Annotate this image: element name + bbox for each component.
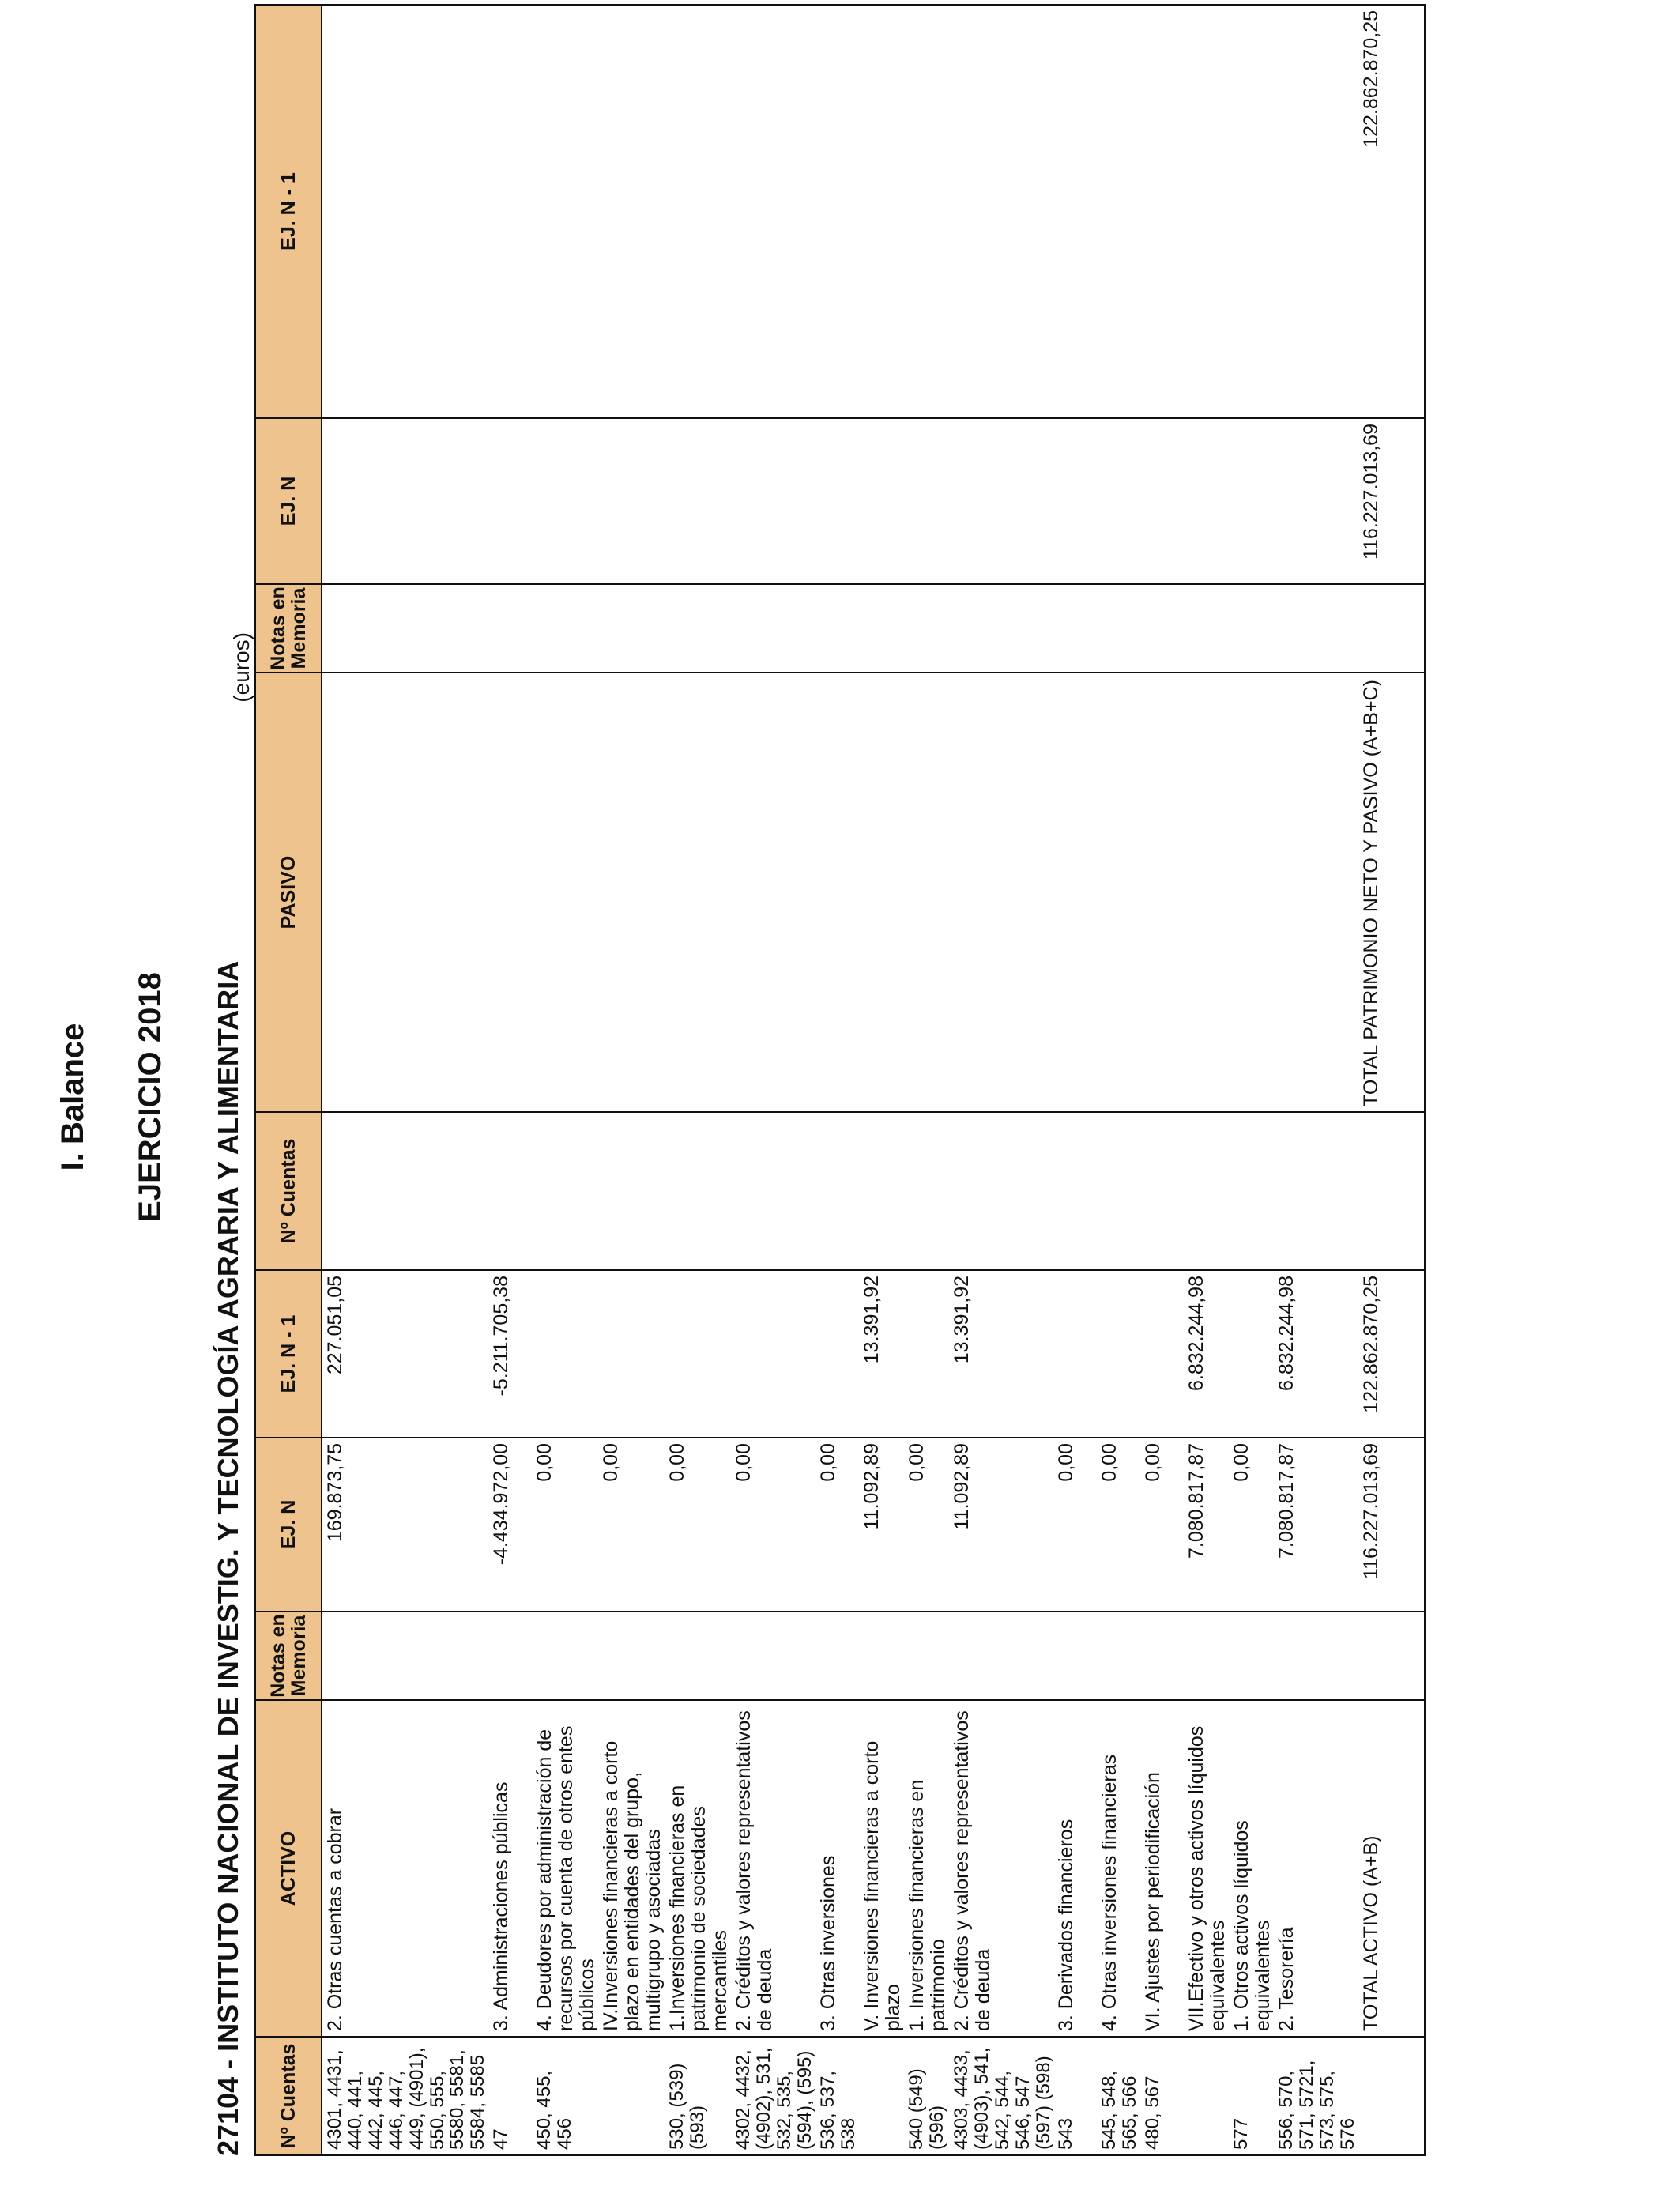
col-header-activo-ejn1: EJ. N - 1 <box>255 1270 322 1438</box>
pasivo-empty-cell <box>949 418 1054 584</box>
pasivo-empty-cell <box>1184 584 1229 673</box>
pasivo-empty-cell <box>322 1112 488 1270</box>
total-activo-label: TOTAL ACTIVO (A+B) <box>1358 1700 1425 2037</box>
value-previous-year <box>1140 1270 1184 1438</box>
pasivo-empty-cell <box>731 5 816 418</box>
pasivo-empty-cell <box>1274 673 1358 1112</box>
pasivo-empty-cell <box>816 418 859 584</box>
col-header-activo: ACTIVO <box>255 1700 322 2037</box>
table-row <box>1053 5 1097 2155</box>
pasivo-empty-cell <box>1229 418 1274 584</box>
pasivo-empty-cell <box>1053 5 1097 418</box>
entity-heading: 27104 - INSTITUTO NACIONAL DE INVESTIG. Y TECNOLOGÍA AGRARIA Y ALIMENTARIA <box>212 960 244 2156</box>
value-current-year: 0,00 <box>1097 1438 1140 1612</box>
total-pasivo-current: 116.227.013,69 <box>1358 418 1425 584</box>
value-previous-year: 227.051,05 <box>322 1270 488 1438</box>
pasivo-empty-cell <box>816 584 859 673</box>
concept-label: VII.Efectivo y otros activos líquidos equivalentes <box>1184 1700 1229 2037</box>
pasivo-empty-cell <box>488 5 532 418</box>
concept-label: VI. Ajustes por periodificación <box>1140 1700 1184 2037</box>
account-codes <box>1184 2037 1229 2155</box>
value-current-year: 0,00 <box>731 1438 816 1612</box>
pasivo-empty-cell <box>532 673 598 1112</box>
notes-cell <box>1097 1612 1140 1700</box>
total-pasivo-label: TOTAL PATRIMONIO NETO Y PASIVO (A+B+C) <box>1358 673 1425 1112</box>
empty-cell <box>1358 584 1425 673</box>
empty-cell <box>1358 2037 1425 2155</box>
currency-unit: (euros) <box>229 632 254 703</box>
account-codes: 540 (549) (596) <box>904 2037 949 2155</box>
pasivo-empty-cell <box>1140 584 1184 673</box>
value-previous-year <box>816 1270 859 1438</box>
pasivo-empty-cell <box>859 418 904 584</box>
pasivo-empty-cell <box>1140 1112 1184 1270</box>
col-header-pasivo-cuentas: Nº Cuentas <box>255 1112 322 1270</box>
value-current-year: 0,00 <box>532 1438 598 1612</box>
pasivo-empty-cell <box>532 418 598 584</box>
pasivo-empty-cell <box>1184 5 1229 418</box>
table-row <box>598 5 665 2155</box>
empty-cell <box>1358 1112 1425 1270</box>
value-previous-year <box>1229 1270 1274 1438</box>
table-row <box>532 5 598 2155</box>
pasivo-empty-cell <box>949 1112 1054 1270</box>
value-current-year: 7.080.817,87 <box>1274 1438 1358 1612</box>
pasivo-empty-cell <box>598 1112 665 1270</box>
value-current-year: -4.434.972,00 <box>488 1438 532 1612</box>
notes-cell <box>904 1612 949 1700</box>
notes-cell <box>1274 1612 1358 1700</box>
pasivo-empty-cell <box>1097 1112 1140 1270</box>
value-current-year: 0,00 <box>1140 1438 1184 1612</box>
pasivo-empty-cell <box>816 1112 859 1270</box>
pasivo-empty-cell <box>488 673 532 1112</box>
account-codes: 480, 567 <box>1140 2037 1184 2155</box>
pasivo-empty-cell <box>949 5 1054 418</box>
pasivo-empty-cell <box>1053 418 1097 584</box>
pasivo-empty-cell <box>665 1112 731 1270</box>
pasivo-empty-cell <box>1184 673 1229 1112</box>
pasivo-empty-cell <box>859 1112 904 1270</box>
concept-label: 2. Créditos y valores representativos de deuda <box>949 1700 1054 2037</box>
table-row <box>1140 5 1184 2155</box>
account-codes: 543 <box>1053 2037 1097 2155</box>
pasivo-empty-cell <box>731 673 816 1112</box>
document-title: I. Balance <box>55 1023 90 1171</box>
notes-cell <box>488 1612 532 1700</box>
value-current-year: 0,00 <box>1229 1438 1274 1612</box>
pasivo-empty-cell <box>1053 584 1097 673</box>
account-codes: 4303, 4433, (4903), 541, 542, 544, 546, 547 (597) (598) <box>949 2037 1054 2155</box>
pasivo-empty-cell <box>1097 673 1140 1112</box>
concept-label: 1. Inversiones financieras en patrimonio <box>904 1700 949 2037</box>
value-previous-year: 13.391,92 <box>949 1270 1054 1438</box>
table-row <box>949 5 1054 2155</box>
notes-cell <box>1184 1612 1229 1700</box>
table-row <box>816 5 859 2155</box>
value-previous-year <box>532 1270 598 1438</box>
pasivo-empty-cell <box>731 418 816 584</box>
value-current-year: 0,00 <box>598 1438 665 1612</box>
value-current-year: 0,00 <box>1053 1438 1097 1612</box>
pasivo-empty-cell <box>488 418 532 584</box>
col-header-pasivo-notas: Notas en Memoria <box>255 584 322 673</box>
pasivo-empty-cell <box>1053 673 1097 1112</box>
notes-cell <box>322 1612 488 1700</box>
pasivo-empty-cell <box>731 1112 816 1270</box>
table-row <box>731 5 816 2155</box>
pasivo-empty-cell <box>598 673 665 1112</box>
value-previous-year <box>731 1270 816 1438</box>
col-header-pasivo: PASIVO <box>255 673 322 1112</box>
col-header-activo-cuentas: Nº Cuentas <box>255 2037 322 2155</box>
table-row <box>904 5 949 2155</box>
notes-cell <box>665 1612 731 1700</box>
col-header-pasivo-ejn1: EJ. N - 1 <box>255 5 322 418</box>
account-codes: 47 <box>488 2037 532 2155</box>
notes-cell <box>598 1612 665 1700</box>
table-row <box>1097 5 1140 2155</box>
col-header-pasivo-ejn: EJ. N <box>255 418 322 584</box>
pasivo-empty-cell <box>1274 418 1358 584</box>
value-current-year: 0,00 <box>904 1438 949 1612</box>
pasivo-empty-cell <box>665 673 731 1112</box>
pasivo-empty-cell <box>598 418 665 584</box>
table-row <box>1184 5 1229 2155</box>
pasivo-empty-cell <box>1184 418 1229 584</box>
concept-label: V. Inversiones financieras a corto plazo <box>859 1700 904 2037</box>
concept-label: 2. Otras cuentas a cobrar <box>322 1700 488 2037</box>
value-current-year: 0,00 <box>665 1438 731 1612</box>
account-codes: 530, (539) (593) <box>665 2037 731 2155</box>
table-body <box>322 5 1425 2155</box>
pasivo-empty-cell <box>665 5 731 418</box>
pasivo-empty-cell <box>488 584 532 673</box>
pasivo-empty-cell <box>1140 5 1184 418</box>
table-row <box>488 5 532 2155</box>
pasivo-empty-cell <box>1229 1112 1274 1270</box>
concept-label: 3. Otras inversiones <box>816 1700 859 2037</box>
pasivo-empty-cell <box>532 584 598 673</box>
pasivo-empty-cell <box>1140 673 1184 1112</box>
pasivo-empty-cell <box>665 418 731 584</box>
pasivo-empty-cell <box>322 418 488 584</box>
pasivo-empty-cell <box>598 5 665 418</box>
pasivo-empty-cell <box>1097 418 1140 584</box>
balance-table <box>254 4 1426 2156</box>
value-previous-year <box>598 1270 665 1438</box>
value-previous-year: 13.391,92 <box>859 1270 904 1438</box>
total-activo-current: 116.227.013,69 <box>1358 1438 1425 1612</box>
exercise-title: EJERCICIO 2018 <box>133 972 168 1222</box>
notes-cell <box>1229 1612 1274 1700</box>
pasivo-empty-cell <box>1184 1112 1229 1270</box>
pasivo-empty-cell <box>665 584 731 673</box>
pasivo-empty-cell <box>532 1112 598 1270</box>
table-row <box>859 5 904 2155</box>
value-previous-year: 6.832.244,98 <box>1184 1270 1229 1438</box>
value-previous-year <box>665 1270 731 1438</box>
totals-row <box>1358 5 1425 2155</box>
account-codes: 4302, 4432, (4902), 531, 532, 535, (594), (595) <box>731 2037 816 2155</box>
pasivo-empty-cell <box>532 5 598 418</box>
pasivo-empty-cell <box>1229 673 1274 1112</box>
pasivo-empty-cell <box>904 673 949 1112</box>
pasivo-empty-cell <box>1229 584 1274 673</box>
account-codes: 545, 548, 565, 566 <box>1097 2037 1140 2155</box>
concept-label: 4. Otras inversiones financieras <box>1097 1700 1140 2037</box>
table-row <box>322 5 488 2155</box>
pasivo-empty-cell <box>731 584 816 673</box>
concept-label: 4. Deudores por administración de recursos por cuenta de otros entes públicos <box>532 1700 598 2037</box>
pasivo-empty-cell <box>1097 584 1140 673</box>
pasivo-empty-cell <box>598 584 665 673</box>
pasivo-empty-cell <box>904 1112 949 1270</box>
table-row <box>665 5 731 2155</box>
account-codes: 536, 537, 538 <box>816 2037 859 2155</box>
value-previous-year: 6.832.244,98 <box>1274 1270 1358 1438</box>
value-current-year: 7.080.817,87 <box>1184 1438 1229 1612</box>
pasivo-empty-cell <box>816 673 859 1112</box>
pasivo-empty-cell <box>859 584 904 673</box>
pasivo-empty-cell <box>949 584 1054 673</box>
pasivo-empty-cell <box>1274 1112 1358 1270</box>
notes-cell <box>949 1612 1054 1700</box>
concept-label: 2. Créditos y valores representativos de deuda <box>731 1700 816 2037</box>
notes-cell <box>816 1612 859 1700</box>
account-codes: 450, 455, 456 <box>532 2037 598 2155</box>
pasivo-empty-cell <box>904 584 949 673</box>
total-pasivo-previous: 122.862.870,25 <box>1358 5 1425 418</box>
pasivo-empty-cell <box>322 584 488 673</box>
concept-label: 1.Inversiones financieras en patrimonio de sociedades mercantiles <box>665 1700 731 2037</box>
concept-label: 2. Tesorería <box>1274 1700 1358 2037</box>
pasivo-empty-cell <box>816 5 859 418</box>
concept-label: IV.Inversiones financieras a corto plazo en entidades del grupo, multigrupo y asociadas <box>598 1700 665 2037</box>
value-current-year: 11.092,89 <box>949 1438 1054 1612</box>
pasivo-empty-cell <box>904 418 949 584</box>
pasivo-empty-cell <box>1274 584 1358 673</box>
total-activo-previous: 122.862.870,25 <box>1358 1270 1425 1438</box>
pasivo-empty-cell <box>1097 5 1140 418</box>
value-previous-year <box>1053 1270 1097 1438</box>
value-current-year: 169.873,75 <box>322 1438 488 1612</box>
pasivo-empty-cell <box>1140 418 1184 584</box>
notes-cell <box>1053 1612 1097 1700</box>
pasivo-empty-cell <box>322 5 488 418</box>
concept-label: 1. Otros activos líquidos equivalentes <box>1229 1700 1274 2037</box>
empty-cell <box>1358 1612 1425 1700</box>
account-codes <box>598 2037 665 2155</box>
table-row <box>1274 5 1358 2155</box>
value-previous-year: -5.211.705,38 <box>488 1270 532 1438</box>
pasivo-empty-cell <box>904 5 949 418</box>
account-codes: 577 <box>1229 2037 1274 2155</box>
concept-label: 3. Administraciones públicas <box>488 1700 532 2037</box>
notes-cell <box>532 1612 598 1700</box>
header-row <box>255 5 322 2155</box>
table-row <box>1229 5 1274 2155</box>
value-previous-year <box>904 1270 949 1438</box>
value-current-year: 0,00 <box>816 1438 859 1612</box>
pasivo-empty-cell <box>1053 1112 1097 1270</box>
account-codes: 4301, 4431, 440, 441, 442, 445, 446, 447, 449, (4901), 550, 555, 5580, 5581, 5584, 5585 <box>322 2037 488 2155</box>
account-codes <box>859 2037 904 2155</box>
pasivo-empty-cell <box>949 673 1054 1112</box>
pasivo-empty-cell <box>322 673 488 1112</box>
concept-label: 3. Derivados financieros <box>1053 1700 1097 2037</box>
col-header-activo-ejn: EJ. N <box>255 1438 322 1612</box>
pasivo-empty-cell <box>859 5 904 418</box>
pasivo-empty-cell <box>1274 5 1358 418</box>
notes-cell <box>1140 1612 1184 1700</box>
pasivo-empty-cell <box>488 1112 532 1270</box>
col-header-activo-notas: Notas en Memoria <box>255 1612 322 1700</box>
value-current-year: 11.092,89 <box>859 1438 904 1612</box>
notes-cell <box>859 1612 904 1700</box>
value-previous-year <box>1097 1270 1140 1438</box>
account-codes: 556, 570, 571, 5721, 573, 575, 576 <box>1274 2037 1358 2155</box>
pasivo-empty-cell <box>1229 5 1274 418</box>
notes-cell <box>731 1612 816 1700</box>
pasivo-empty-cell <box>859 673 904 1112</box>
